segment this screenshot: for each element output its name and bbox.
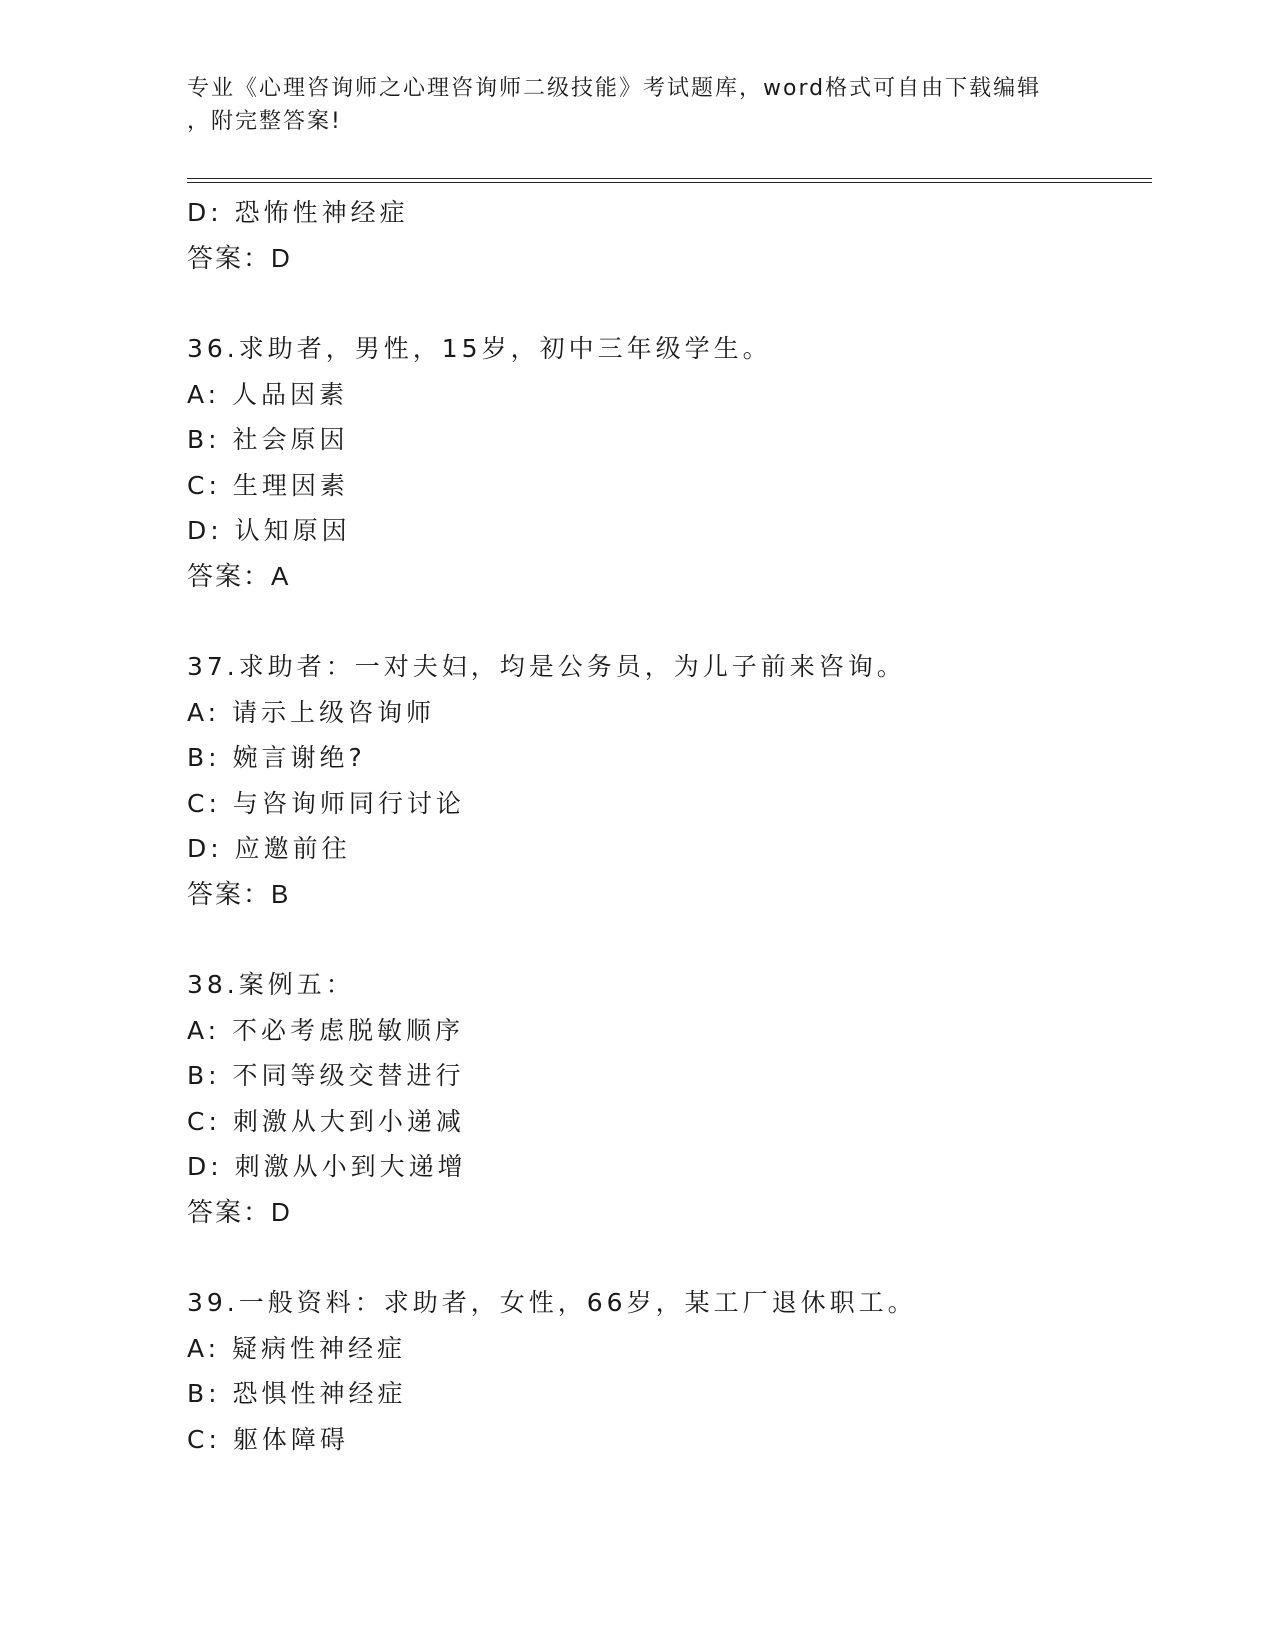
option-b: B: 不同等级交替进行 [187,1061,465,1090]
question-35-tail [187,190,1147,281]
spacer [187,1235,1147,1280]
option-a: A: 不必考虑脱敏顺序 [187,1015,465,1045]
option-b: B: 社会原因 [187,425,349,454]
question-stem: 37.求助者：一对夫妇，均是公务员，为儿子前来咨询。 [187,652,906,681]
answer-line: 答案：D [187,1196,292,1227]
option-c: C: 躯体障碍 [187,1424,349,1454]
option-c: C: 与咨询师同行讨论 [187,788,465,818]
question-36 [187,326,1147,599]
question-stem: 38.案例五： [187,970,355,999]
question-stem: 36.求助者，男性，15岁，初中三年级学生。 [187,334,772,363]
option-b: B: 婉言谢绝? [187,743,366,772]
question-stem: 39.一般资料：求助者，女性，66岁，某工厂退休职工。 [187,1288,917,1317]
answer-line: 答案：D [187,242,292,273]
spacer [187,917,1147,962]
header-double-rule [187,178,1152,183]
option-a: A: 疑病性神经症 [187,1333,407,1363]
option-d: D: 认知原因 [187,516,351,545]
answer-line: 答案：B [187,878,291,909]
option-c: C: 刺激从大到小递减 [187,1106,465,1136]
document-body [187,190,1147,1462]
header-title-line-1: 专业《心理咨询师之心理咨询师二级技能》考试题库，word格式可自由下载编辑 [187,76,1042,101]
option-d: D: 刺激从小到大递增 [187,1152,467,1181]
answer-line: 答案：A [187,560,291,591]
option-a: A: 请示上级咨询师 [187,697,436,727]
option-b: B: 恐惧性神经症 [187,1379,407,1408]
question-38 [187,962,1147,1235]
spacer [187,599,1147,644]
option-d: D: 恐怖性神经症 [187,198,409,227]
question-39 [187,1280,1147,1462]
spacer [187,281,1147,326]
option-c: C: 生理因素 [187,470,349,500]
header-title-line-2: ，附完整答案! [187,109,342,134]
option-d: D: 应邀前往 [187,834,351,863]
option-a: A: 人品因素 [187,379,349,409]
question-37 [187,644,1147,917]
page-header [187,72,1067,138]
